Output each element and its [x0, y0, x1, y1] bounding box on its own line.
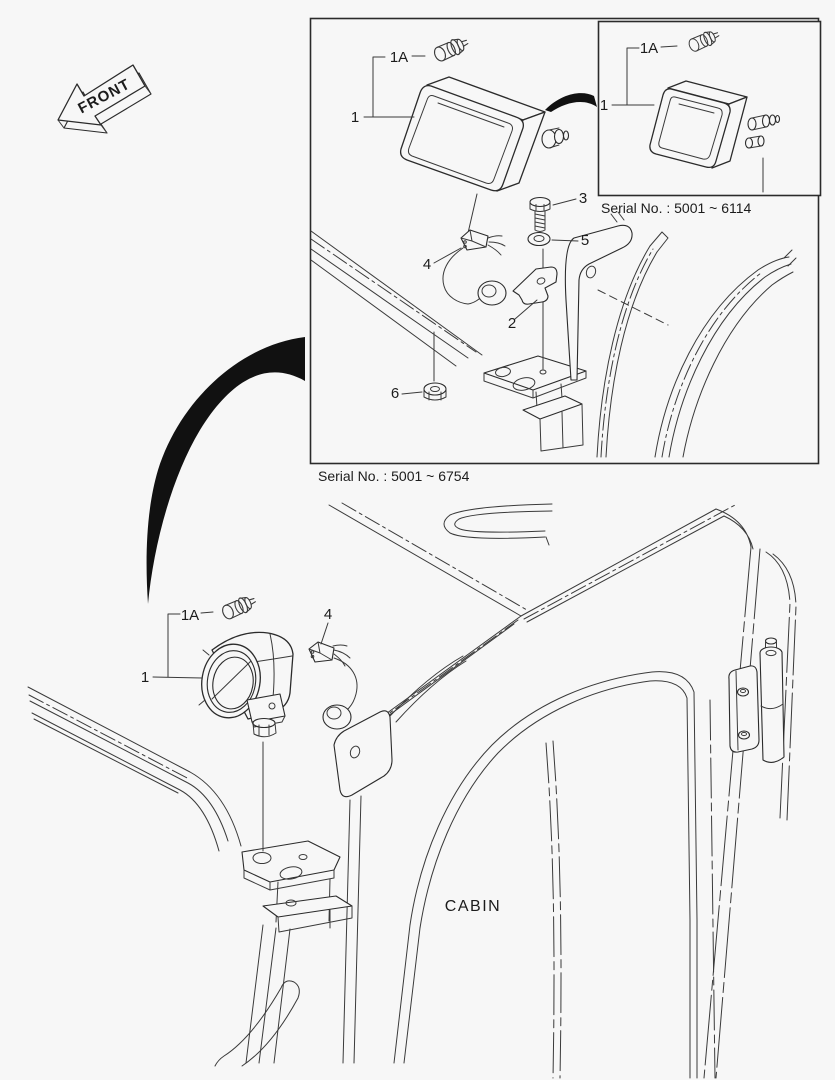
main-callout-3: 3 [578, 190, 588, 207]
front-pillar [334, 616, 521, 1063]
cabin-work-lamp [196, 632, 293, 736]
main-serial-label: Serial No. : 5001 ~ 6754 [318, 468, 470, 484]
cabin-harness [309, 642, 357, 729]
lamp-mount-bracket [215, 841, 352, 1066]
main-nut [424, 383, 446, 400]
door-hinge [729, 638, 784, 762]
main-callout-4: 4 [422, 256, 432, 273]
main-washer [528, 233, 550, 246]
cabin-bulb-icon [220, 593, 258, 621]
cabin-right-edges [704, 547, 796, 1078]
front-label: FRONT [75, 75, 134, 118]
serial-inset-box [599, 22, 821, 196]
main-callout-6: 6 [390, 385, 400, 402]
small-swoosh-arrow [545, 93, 597, 112]
cabin-view [28, 503, 796, 1078]
main-leader-6 [402, 392, 422, 394]
main-bolt [530, 198, 550, 232]
large-swoosh-arrow [147, 337, 305, 604]
cabin-callout-1: 1 [140, 669, 150, 686]
cabin-callout-1a: 1A [180, 607, 200, 624]
front-arrow [58, 65, 151, 133]
main-leader-3 [553, 199, 576, 205]
cabin-roof [329, 503, 753, 622]
main-bulb-icon [432, 35, 470, 64]
main-bracket [513, 267, 557, 304]
main-inset-cabin-corner [311, 212, 796, 457]
cabin-callout-4: 4 [323, 606, 333, 623]
main-leader-4 [434, 248, 461, 263]
main-harness [443, 230, 506, 305]
inset-serial-label: Serial No. : 5001 ~ 6114 [601, 200, 752, 216]
door-window-frame [390, 656, 715, 1078]
inset-callout-1: 1 [599, 97, 609, 114]
main-callout-2: 2 [507, 315, 517, 332]
cabin-label: CABIN [444, 898, 502, 915]
main-callout-1a: 1A [389, 49, 409, 66]
front-frame-beams [28, 687, 241, 851]
inset-callout-1a: 1A [639, 40, 659, 57]
main-callout-1: 1 [350, 109, 360, 126]
main-callout-5: 5 [580, 232, 590, 249]
main-work-lamp [401, 77, 569, 191]
